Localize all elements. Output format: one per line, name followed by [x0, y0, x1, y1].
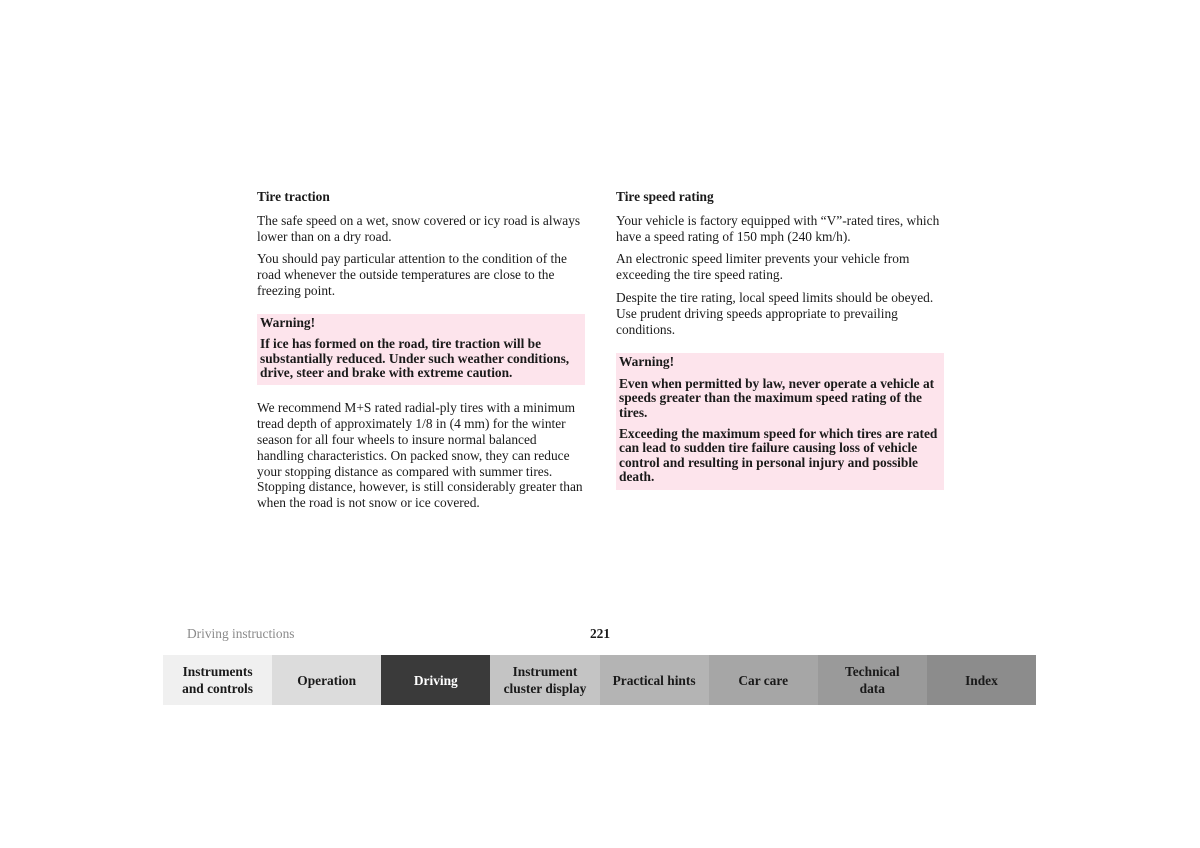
- right-column: [616, 189, 944, 490]
- warning-text: If ice has formed on the road, tire traction will be substantially reduced. Under such weather conditions, drive, steer and brake with extreme caution.: [260, 336, 570, 380]
- left-column: [257, 189, 585, 518]
- section-heading-tire-speed-rating: Tire speed rating: [616, 189, 714, 204]
- page-number: 221: [589, 626, 611, 641]
- tab-technical-data[interactable]: Technical data: [818, 655, 927, 705]
- warning-box: [616, 353, 944, 489]
- warning-text: Exceeding the maximum speed for which tires are rated can lead to sudden tire failure causing loss of vehicle control and resulting in personal injury and possible death.: [619, 426, 938, 485]
- tab-instrument-cluster-display[interactable]: Instrument cluster display: [490, 655, 599, 705]
- paragraph: The safe speed on a wet, snow covered or icy road is always lower than on a dry road.: [257, 212, 581, 244]
- footer-section-title: Driving instructions: [187, 626, 295, 641]
- warning-title: Warning!: [619, 354, 675, 370]
- paragraph: We recommend M+S rated radial-ply tires with a minimum tread depth of approximately 1/8 in (4 mm) for the winter season for all four wheels to insure normal balanced handling characteristics. On packed snow, they can reduce your stopping distance as compared with summer tires. Stopping distance, however, is still considerably greater than when the road is not snow or ice covered.: [257, 400, 583, 511]
- section-heading-tire-traction: Tire traction: [257, 189, 330, 204]
- tab-practical-hints[interactable]: Practical hints: [600, 655, 709, 705]
- paragraph: Despite the tire rating, local speed limits should be obeyed. Use prudent driving speeds appropriate to prevailing conditions.: [616, 289, 934, 337]
- tab-car-care[interactable]: Car care: [709, 655, 818, 705]
- warning-title: Warning!: [260, 314, 316, 330]
- paragraph: You should pay particular attention to the condition of the road whenever the outside temperatures are close to the freezing point.: [257, 251, 567, 298]
- chapter-navigation-bar: [163, 655, 1036, 705]
- tab-index[interactable]: Index: [927, 655, 1036, 705]
- paragraph: An electronic speed limiter prevents your vehicle from exceeding the tire speed rating.: [616, 251, 910, 283]
- warning-text: Even when permitted by law, never operate a vehicle at speeds greater than the maximum speed rating of the tires.: [619, 375, 935, 420]
- warning-box: [257, 314, 585, 386]
- paragraph: Your vehicle is factory equipped with “V”-rated tires, which have a speed rating of 150 mph (240 km/h).: [616, 212, 940, 244]
- tab-driving[interactable]: Driving: [381, 655, 490, 705]
- tab-instruments-and-controls[interactable]: Instruments and controls: [163, 655, 272, 705]
- tab-operation[interactable]: Operation: [272, 655, 381, 705]
